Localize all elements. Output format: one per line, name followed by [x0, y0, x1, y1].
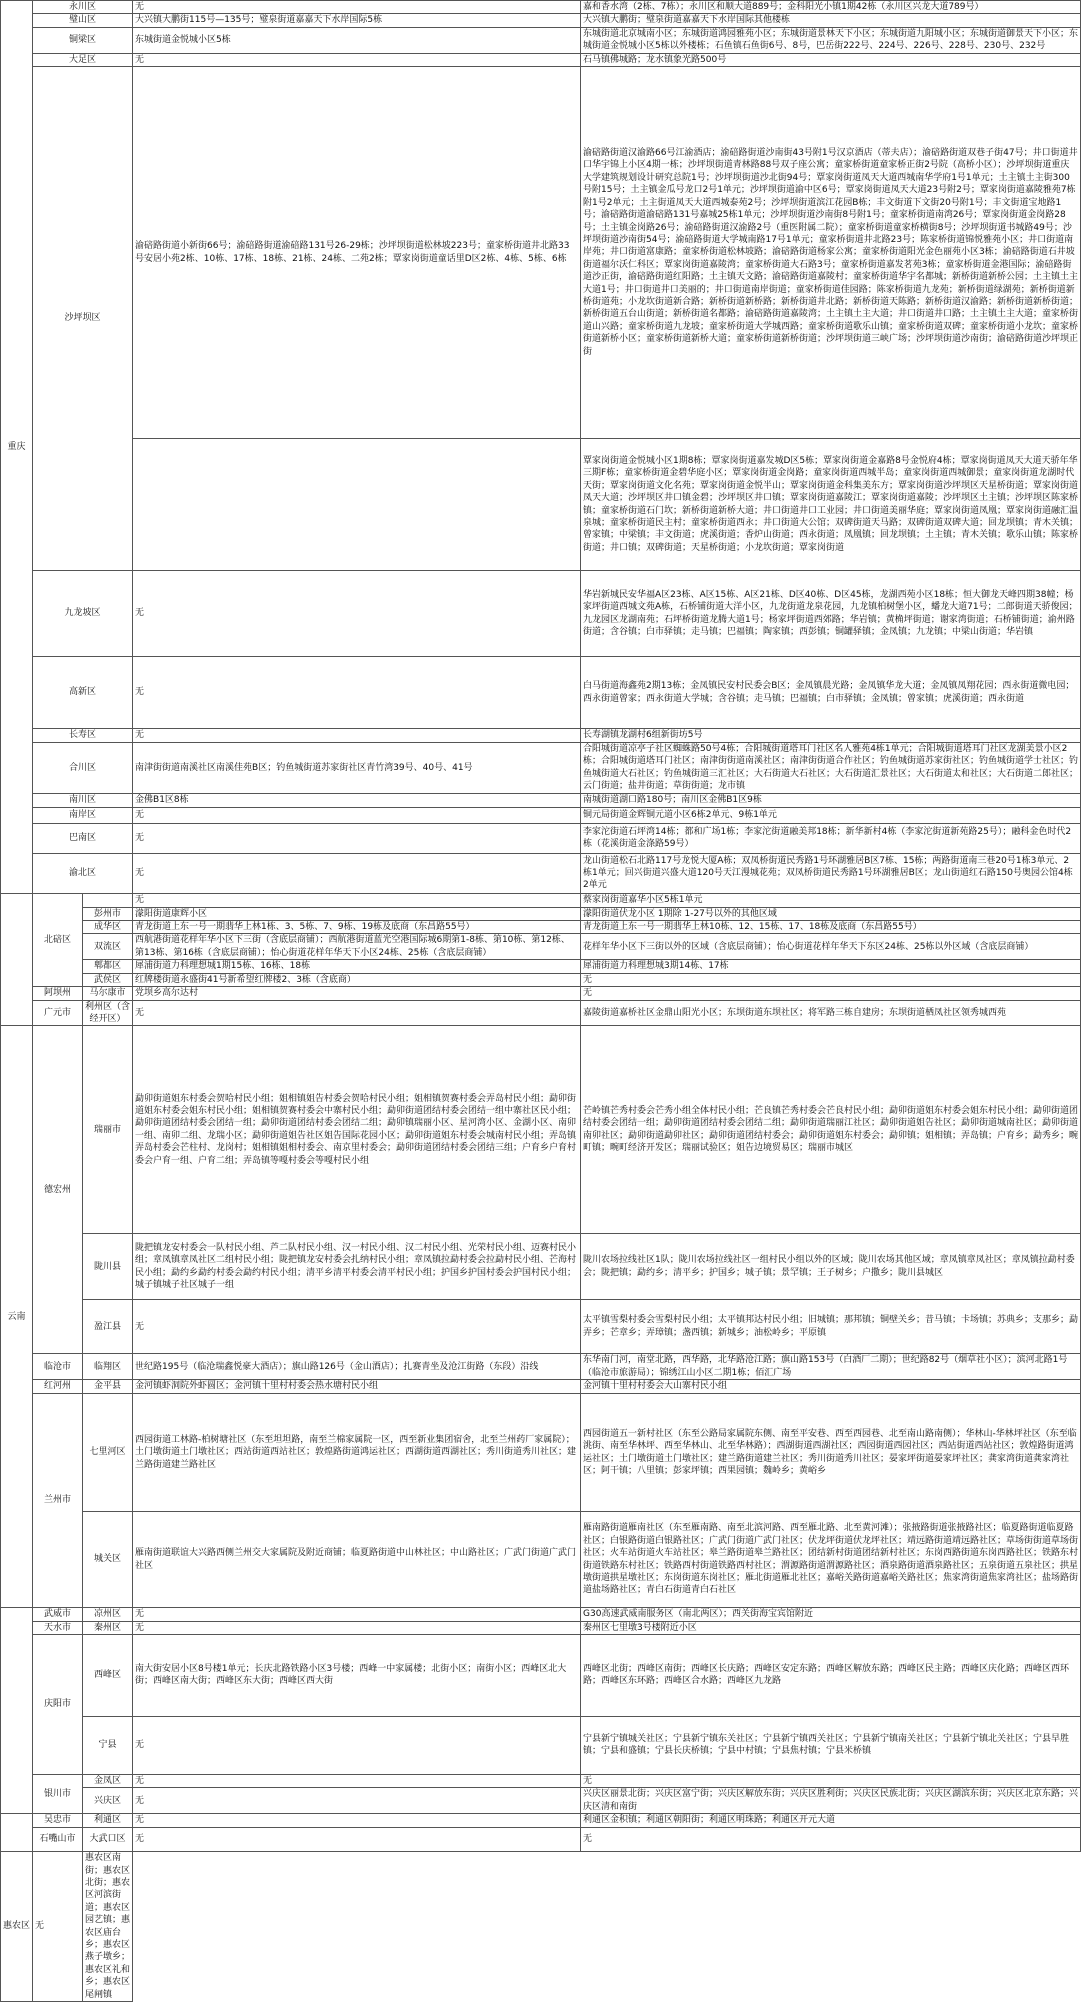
table-row [1, 67, 1081, 439]
low-risk-cell: 陇川农场拉线社区1队；陇川农场拉线社区一组村民小组以外的区域；陇川农场其他区域；章凤镇章凤社区；章凤镇拉勐村委会；陇把镇；勐约乡；清平乡；护国乡；城子镇；景罕镇；王子树乡；户撒乡；陇川县城区 [581, 1234, 1081, 1300]
county-cell: 瑞丽市 [83, 1026, 133, 1234]
medium-risk-cell: 西园街道工林路-柏树塘社区（东至坦坦路，南至兰棉家属院一区，西至新业集团宿舍，北至兰州药厂家属院）；土门墩街道土门墩社区；西站街道西站社区；敦煌路街道鸿运社区；西湖街道西湖社区；秀川街道秀川社区；建兰路街道建兰路社区 [133, 1394, 581, 1512]
medium-risk-cell: 无 [133, 1, 581, 14]
medium-risk-cell: 南大街安居小区8号楼1单元；长庆北路铁路小区3号楼；西峰一中家属楼；北街小区；南街小区；西峰区北大街；西峰区南大街；西峰区东大街；西峰区西大街 [133, 1634, 581, 1716]
city-district-cell: 巴南区 [33, 823, 133, 853]
table-row [1, 729, 1081, 743]
medium-risk-cell: 渝碚路街道小新街66号；渝碚路街道渝碚路131号26-29栋；沙坪坝街道松林坡223号；童家桥街道井北路33号安居小苑2栋、10栋、17栋、18栋、21栋、24栋、二苑2栋；覃家岗街道童话里D区2栋、4栋、5栋、6栋 [133, 67, 581, 439]
low-risk-cell: 犀浦街道力科理想城3期14栋、17栋 [581, 960, 1081, 973]
low-risk-cell: 太平镇雪梨村委会雪梨村民小组；太平镇邦达村民小组；旧城镇；那邦镇；铜壁关乡；昔马镇；卡场镇；苏典乡；支那乡；勐弄乡；芒章乡；弄璋镇；盏西镇；新城乡；油松岭乡；平原镇 [581, 1300, 1081, 1354]
low-risk-cell: 惠农区南街；惠农区北街；惠农区河滨街道；惠农区园艺镇；惠农区庙台乡；惠农区燕子墩乡；惠农区礼和乡；惠农区尾闸镇 [83, 1852, 133, 2002]
table-row [1, 14, 1081, 27]
low-risk-cell: 铜元局街道金辉铜元道小区6栋2单元、9栋1单元 [581, 807, 1081, 823]
county-cell: 西峰区 [83, 1634, 133, 1716]
medium-risk-cell: 濛阳街道康辉小区 [133, 907, 581, 920]
low-risk-cell: 长寿湖镇龙湖村6组新街坊5号 [581, 729, 1081, 743]
city-district-cell: 渝北区 [33, 853, 133, 893]
table-row [1, 439, 1081, 571]
medium-risk-cell: 无 [33, 1852, 83, 2002]
county-cell: 惠农区 [1, 1852, 33, 2002]
county-cell: 城关区 [83, 1512, 133, 1608]
low-risk-cell: 青龙街道上东一号一期翡华上林10栋、12、15栋、17、18栋及底商（东昌路55号） [581, 921, 1081, 934]
medium-risk-cell: 西航港街道花样年华小区下三街（含底层商铺）；西航港街道蓝光空港国际城6期第1-8栋、第10栋、第12栋、第13栋、第16栋（含底层商铺）；怡心街道花样年华天下小区24栋、25栋（含底层商铺） [133, 934, 581, 960]
province-cell [1, 1814, 33, 1852]
medium-risk-cell: 雁南街道联谊大兴路西侧兰州交大家属院及附近商铺；临夏路街道中山林社区；中山路社区；广武门街道广武门社区 [133, 1512, 581, 1608]
medium-risk-cell: 无 [133, 1828, 581, 1852]
low-risk-cell: 无 [581, 987, 1081, 1000]
low-risk-cell: 覃家岗街道金悦城小区1期8栋；覃家岗街道嘉发城D区5栋；覃家岗街道金嘉路8号金悦府4栋；覃家岗街道凤天大道天骄年华三期F栋；童家桥街道金碧华庭小区；覃家岗街道金岗路；童家岗街道西城半岛；童家岗街道西城御景；童家岗街道龙湖时代天街；覃家岗街道文化名苑；覃家岗街道金悦半山；覃家岗街道金科集美东方；覃家岗街道沙坪坝区天星桥街道；覃家岗街道凤天大道；沙坪坝区井口镇金碧；沙坪坝区井口镇；覃家岗街道嘉陵江；覃家岗街道嘉陵；沙坪坝区土主镇；沙坪坝区陈家桥镇；童家桥街道石门坎；新桥街道新桥大道；井口街道井口工业园；井口街道美丽华庭；覃家岗街道凤凰；覃家岗街道融汇温泉城；童家桥街道民主村；童家桥街道西永；井口街道大公馆；双碑街道天马路；双碑街道双碑大道；回龙坝镇；青木关镇；曾家镇；中梁镇；丰文街道；虎溪街道；香炉山街道；西永街道；凤凰镇；回龙坝镇；土主镇；青木关镇；歌乐山镇；陈家桥街道；井口镇；双碑街道；天星桥街道；小龙坎街道；覃家岗街道 [581, 439, 1081, 571]
city-district-cell: 广元市 [33, 1000, 83, 1026]
city-district-cell: 高新区 [33, 657, 133, 729]
low-risk-cell: 雁南路街道雁南社区（东至雁南路、南至北滨河路、西至雁北路、北至黄河滩）；张掖路街道张掖路社区；临夏路街道临夏路社区；白银路街道白银路社区；广武门街道广武门社区；伏龙坪街道伏龙坪社区；靖远路街道靖远路社区；草场街街道草场街社区；火车站街道火车站社区；皋兰路街道皋兰路社区；团结新村街道团结新村社区；东岗西路街道东岗西路社区；铁路东村街道铁路东村社区；铁路西村街道铁路西村社区；渭源路街道渭源路社区；酒泉路街道酒泉路社区；五泉街道五泉社区；拱星墩街道拱星墩社区；东岗街道东岗社区；雁北街道雁北社区；嘉峪关路街道嘉峪关路社区；焦家湾街道焦家湾社区；盐场路街道盐场路社区；青白石街道青白石社区 [581, 1512, 1081, 1608]
low-risk-cell: 白马街道海鑫苑2期13栋；金凤镇民安村民委会B区；金凤镇晨光路；金凤镇华龙大道；金凤镇凤翔花园；西永街道微电园；西永街道曾家；西永街道大学城；含谷镇；走马镇；巴福镇；白市驿镇；金凤镇；曾家镇；虎溪街道；西永街道 [581, 657, 1081, 729]
medium-risk-cell: 南津街街道南溪社区南溪佳苑B区；钓鱼城街道苏家街社区青竹湾39号、40号、41号 [133, 743, 581, 794]
low-risk-cell: 蔡家岗街道嘉华小区5栋1单元 [581, 893, 1081, 907]
low-risk-cell: 嘉陵街道嘉桥社区金鼎山阳光小区；东坝街道东坝社区；将军路三栋自建房；东坝街道栖凤社区领秀城西苑 [581, 1000, 1081, 1026]
low-risk-cell: 嘉和香水湾（2栋、7栋）；永川区和顺大道889号；金科阳光小镇1期42栋（永川区兴龙大道789号） [581, 1, 1081, 14]
table-row [1, 53, 1081, 66]
table-row [1, 1774, 1081, 1787]
table-row [1, 1621, 1081, 1634]
low-risk-cell: 龙山街道松石北路117号龙悦大厦A栋；双凤桥街道民秀路1号环湖雅居B区7栋、15栋；两路街道南三巷20号1栋3单元、2栋1单元；回兴街道兴盛大道120号天江漫城花苑；双凤桥街道民秀路1号环湖雅居B区；龙山街道红石路150号奥园公馆4栋2单元 [581, 853, 1081, 893]
county-cell: 金平县 [83, 1380, 133, 1394]
city-district-cell: 红河州 [33, 1380, 83, 1394]
low-risk-cell: 利通区金积镇；利通区朝阳街；利通区明珠路；利通区开元大道 [581, 1814, 1081, 1828]
table-row [1, 27, 1081, 53]
county-cell: 兴庆区 [83, 1788, 133, 1814]
city-district-cell: 南岸区 [33, 807, 133, 823]
county-cell: 陇川县 [83, 1234, 133, 1300]
county-cell: 双流区 [83, 934, 133, 960]
table-row [1, 823, 1081, 853]
low-risk-cell: 合阳城街道凉亭子社区蜘蛛路50号4栋；合阳城街道塔耳门社区名人雅苑4栋1单元；合阳城街道塔耳门社区龙湖美景小区2栋；合阳城街道塔耳门社区；南津街街道南溪社区；南津街街道合作社区；钓鱼城街道苏家街社区；钓鱼城街道学士社区；钓鱼城街道大石社区；钓鱼城街道三汇社区；大石街道大石社区；大石街道汇景社区；大石街道太和社区；大石街道二郎社区；云门街道；盐井街道；草街街道；龙市镇 [581, 743, 1081, 794]
table-row [1, 657, 1081, 729]
medium-risk-cell: 犀浦街道力科理想城1期15栋、16栋、18栋 [133, 960, 581, 973]
medium-risk-cell: 无 [133, 1788, 581, 1814]
low-risk-cell: 西峰区北街；西峰区南街；西峰区长庆路；西峰区安定东路；西峰区解放东路；西峰区民主路；西峰区庆化路；西峰区西环路；西峰区东环路；西峰区合水路；西峰区九龙路 [581, 1634, 1081, 1716]
table-row [1, 1000, 1081, 1026]
county-cell: 马尔康市 [83, 987, 133, 1000]
county-cell: 成华区 [83, 921, 133, 934]
medium-risk-cell: 世纪路195号（临沧瑞鑫悦豪大酒店）；旗山路126号（金山酒店）；扎赛青坐及沧江街路（东段）沿线 [133, 1354, 581, 1380]
low-risk-cell: 无 [581, 1774, 1081, 1787]
table-row [1, 1852, 1081, 2002]
medium-risk-cell: 无 [133, 729, 581, 743]
medium-risk-cell: 无 [133, 1608, 581, 1621]
table-row [1, 1512, 1081, 1608]
table-row [1, 1380, 1081, 1394]
county-cell [83, 893, 133, 907]
county-cell: 武侯区 [83, 973, 133, 986]
table-row [1, 1716, 1081, 1774]
province-cell [1, 1608, 33, 1814]
low-risk-cell: 西园街道五一新村社区（东至公路局家属院东侧、南至平安巷、西至西园巷、北至南山路南侧）；华林山-华林坪社区（东至临洮街、南至华林坪、西至华林山、北至华林路）；西湖街道西湖社区；西园街道西园社区；西站街道西站社区；敦煌路街道鸿运社区；土门墩街道土门墩社区；建兰路街道建兰社区；秀川街道秀川社区；晏家坪街道晏家坪社区；龚家湾街道龚家湾社区；阿干镇；八里镇；彭家坪镇；西果园镇；魏岭乡；黄峪乡 [581, 1394, 1081, 1512]
low-risk-cell: 东城街道北京城南小区；东城街道鸿园雅苑小区；东城街道景林天下小区；东城街道九阳城小区；东城街道御景天下小区；东城街道金悦城小区5栋以外楼栋；石鱼镇石鱼街6号、8号，巴岳街222号、224号、226号、228号、230号、232号 [581, 27, 1081, 53]
low-risk-cell: 宁县新宁镇城关社区；宁县新宁镇东关社区；宁县新宁镇西关社区；宁县新宁镇南关社区；宁县新宁镇北关社区；宁县早胜镇；宁县和盛镇；宁县长庆桥镇；宁县中村镇；宁县焦村镇；宁县米桥镇 [581, 1716, 1081, 1774]
city-district-cell: 武威市 [33, 1608, 83, 1621]
county-cell: 秦州区 [83, 1621, 133, 1634]
city-district-cell: 银川市 [33, 1774, 83, 1813]
low-risk-cell: 东华南门河，南堂北路，西华路，北华路沧江路；旗山路153号（白酒厂二期）；世纪路82号（烟草社小区）；滨河北路1号（临沧市旅游局）；锦绣江山小区二期1栋；佰汇广场 [581, 1354, 1081, 1380]
city-district-cell: 九龙坡区 [33, 571, 133, 657]
medium-risk-cell: 党坝乡高尔达村 [133, 987, 581, 1000]
table-row [1, 1026, 1081, 1234]
medium-risk-cell: 无 [133, 1300, 581, 1354]
medium-risk-cell: 东城街道金悦城小区5栋 [133, 27, 581, 53]
medium-risk-cell: 无 [133, 1621, 581, 1634]
city-district-cell: 南川区 [33, 793, 133, 807]
table-row [1, 793, 1081, 807]
county-cell: 金凤区 [83, 1774, 133, 1787]
low-risk-cell: 李家沱街道石坪湾14栋；都和广场1栋；李家沱街道融美邦18栋；新华新村4栋（李家沱街道新苑路25号）；融科金色时代2栋（花溪街道金涤路59号） [581, 823, 1081, 853]
city-district-cell: 天水市 [33, 1621, 83, 1634]
table-row [1, 1814, 1081, 1828]
low-risk-cell: 花样年华小区下三街以外的区域（含底层商铺）；怡心街道花样年华天下东区24栋、25栋以外区域（含底层商铺） [581, 934, 1081, 960]
table-row [1, 1, 1081, 14]
county-cell: 盈江县 [83, 1300, 133, 1354]
medium-risk-cell: 红牌楼街道永盛街41号新希望红牌楼2、3栋（含底商） [133, 973, 581, 986]
city-district-cell: 兰州市 [33, 1394, 83, 1608]
county-cell: 七里河区 [83, 1394, 133, 1512]
city-district-cell: 德宏州 [33, 1026, 83, 1354]
table-row [1, 1394, 1081, 1512]
medium-risk-cell: 金河镇虾洞院外虾圆区；金河镇十里村村委会热水塘村民小组 [133, 1380, 581, 1394]
low-risk-cell: 华岩新城民安华福A区23栋、A区15栋、A区21栋、D区40栋、D区45栋，龙湖西苑小区18栋；恒大御龙天峰四期38幢；杨家坪街道西城文苑A栋，石桥铺街道大洋小区，九龙街道龙泉花园，九龙镇柏树堡小区，蟠龙大道71号；二郎街道天骄俊园；九龙园区龙湖南苑；石坪桥街道龙腾大道1号；杨家坪街道西郊路；华岩镇；黄桷坪街道；谢家湾街道；石桥铺街道；渝州路街道；含谷镇；白市驿镇；走马镇；巴福镇；陶家镇；西彭镇；铜罐驿镇；金凤镇；九龙镇；中梁山街道；华岩镇 [581, 571, 1081, 657]
table-row [1, 1788, 1081, 1814]
medium-risk-cell: 大兴镇大鹏街115号—135号；璧泉街道嘉嘉天下水岸国际5栋 [133, 14, 581, 27]
low-risk-cell: 大兴镇大鹏街；璧泉街道嘉嘉天下水岸国际其他楼栋 [581, 14, 1081, 27]
table-row [1, 987, 1081, 1000]
table-row [1, 1634, 1081, 1716]
medium-risk-cell: 金佛B1区8栋 [133, 793, 581, 807]
table-row [1, 1354, 1081, 1380]
low-risk-cell: 濛阳街道伏龙小区 1期除 1-27号以外的其他区域 [581, 907, 1081, 920]
low-risk-cell: 石马镇佛城路；龙水镇象光路500号 [581, 53, 1081, 66]
medium-risk-cell: 无 [133, 571, 581, 657]
table-row [1, 1828, 1081, 1852]
county-cell: 彭州市 [83, 907, 133, 920]
county-cell: 凉州区 [83, 1608, 133, 1621]
low-risk-cell: 无 [581, 1828, 1081, 1852]
city-district-cell: 北碚区 [33, 893, 83, 986]
medium-risk-cell: 勐卯街道姐东村委会贺哈村民小组；姐相镇姐告村委会贺哈村民小组；姐相镇贺赛村委会弄岛村民小组；勐卯街道姐东村委会姐东村民小组；姐相镇贺赛村委会中寨村民小组；勐卯街道团结村委会团结一组中寨社区民小组；勐卯街道团结村委会团结一组；勐卯街道团结村委会团结二组；勐卯镇瑞丽小区、星河湾小区、金湖小区、南卯一组、南卯二组、龙瑞小区；勐卯街道姐告社区姐告国际花园小区；勐卯街道姐东村委会城南村民小组；弄岛镇弄岛村委会芒柱村、龙岗村；姐相镇姐相村委会、南京里村委会；勐卯街道团结村委会团结三组；户育乡户育村委会户育一组、户育二组；弄岛镇等嘎村委会等嘎村民小组 [133, 1026, 581, 1234]
county-cell: 宁县 [83, 1716, 133, 1774]
low-risk-cell: 南城街道湖口路180号；南川区金佛B1区9栋 [581, 793, 1081, 807]
county-cell: 利州区（含经开区） [83, 1000, 133, 1026]
low-risk-cell: 秦州区七里墩3号楼附近小区 [581, 1621, 1081, 1634]
low-risk-cell: 兴庆区丽景北街；兴庆区富宁街；兴庆区解放东街；兴庆区胜利街；兴庆区民族北街；兴庆区湖滨东街；兴庆区北京东路；兴庆区清和南街 [581, 1788, 1081, 1814]
medium-risk-cell: 青龙街道上东一号一期翡华上林1栋、3、5栋、7、9栋、19栋及底商（东昌路55号） [133, 921, 581, 934]
city-district-cell: 沙坪坝区 [33, 67, 133, 571]
city-district-cell: 石嘴山市 [33, 1828, 83, 1852]
table-row [1, 807, 1081, 823]
county-cell: 大武口区 [83, 1828, 133, 1852]
medium-risk-cell: 陇把镇龙安村委会一队村民小组、芦二队村民小组、汉一村民小组、汉二村民小组、光荣村民小组、迈赛村民小组；章凤镇章凤社区二组村民小组；陇把镇龙安村委会扎纳村民小组；章凤镇拉勐村委会拉勐村民小组、芒海村民小组；勐约乡勐约村委会勐约村民小组；清平乡清平村委会清平村民小组；护国乡护国村委会护国村民小组；城子镇城子社区城子一组 [133, 1234, 581, 1300]
medium-risk-cell: 无 [133, 853, 581, 893]
table-row [1, 934, 1081, 960]
table-row [1, 921, 1081, 934]
city-district-cell: 大足区 [33, 53, 133, 66]
low-risk-cell: G30高速武威南服务区（南北两区）；西关街海宝宾馆附近 [581, 1608, 1081, 1621]
table-row [1, 907, 1081, 920]
city-district-cell: 铜梁区 [33, 27, 133, 53]
province-cell: 云南 [1, 1026, 33, 1608]
city-district-cell: 吴忠市 [33, 1814, 83, 1828]
medium-risk-cell: 无 [133, 893, 581, 907]
city-district-cell: 庆阳市 [33, 1634, 83, 1774]
table-row [1, 853, 1081, 893]
medium-risk-cell: 无 [133, 1774, 581, 1787]
city-district-cell: 璧山区 [33, 14, 133, 27]
table-row [1, 571, 1081, 657]
table-row [1, 1300, 1081, 1354]
medium-risk-cell: 无 [133, 53, 581, 66]
table-row [1, 1234, 1081, 1300]
low-risk-cell: 金河镇十里村村委会大山寨村民小组 [581, 1380, 1081, 1394]
province-cell [1, 893, 33, 1026]
city-district-cell: 合川区 [33, 743, 133, 794]
table-row [1, 960, 1081, 973]
county-cell: 利通区 [83, 1814, 133, 1828]
table-row [1, 973, 1081, 986]
low-risk-cell: 无 [581, 973, 1081, 986]
city-district-cell: 临沧市 [33, 1354, 83, 1380]
table-row [1, 1608, 1081, 1621]
medium-risk-cell: 无 [133, 1814, 581, 1828]
province-cell: 重庆 [1, 1, 33, 894]
low-risk-cell: 芒岭镇芒秀村委会芒秀小组全体村民小组；芒良镇芒秀村委会芒良村民小组；勐卯街道姐东村委会姐东村民小组；勐卯街道团结村委会团结一组；勐卯街道团结村委会团结二组；勐卯街道瑞丽江社区；勐卯街道姐告社区；勐卯街道城南社区；勐卯街道南卯社区；勐卯街道勐卯社区；勐卯街道团结村委会；勐卯街道姐东村委会；勐卯镇；姐相镇；弄岛镇；户育乡；勐秀乡；畹町镇；畹町经济开发区；瑞丽试验区；姐告边境贸易区；瑞丽市城区 [581, 1026, 1081, 1234]
medium-risk-cell: 无 [133, 807, 581, 823]
county-cell: 郫都区 [83, 960, 133, 973]
city-district-cell: 阿坝州 [33, 987, 83, 1000]
medium-risk-cell: 无 [133, 1716, 581, 1774]
table-row [1, 743, 1081, 794]
city-district-cell: 永川区 [33, 1, 133, 14]
city-district-cell: 长寿区 [33, 729, 133, 743]
medium-risk-cell: 无 [133, 657, 581, 729]
table-row [1, 893, 1081, 907]
medium-risk-cell [133, 439, 581, 571]
medium-risk-cell: 无 [133, 1000, 581, 1026]
low-risk-cell: 渝碚路街道汉渝路66号江渝酒店；渝碚路街道沙南街43号附1号汉京酒店（蒂夫店）；渝碚路街道双巷子街47号；井口街道井口华宇锦上小区4期一栋；沙坪坝街道青林路88号双子座公寓；童家桥街道童家桥正街2号院（高桥小区）；沙坪坝街道重庆大学建筑规划设计研究总院1号；沙坪坝街道沙北街94号；覃家岗街道凤天大道西城南华学府1号1单元；土主镇土主街300号附15号；土主镇金瓜号龙口2号1单元；沙坪坝街道渝中区6号；覃家岗街道凤天大道23号附2号；覃家岗街道嘉陵雅苑7栋附1号2单元；土主街道凤天大道西城泰苑2号；沙坪坝街道滨江花园B栋；丰文街道下文街20号附1号；丰文街道宝地路1号；渝碚路街道渝碚路131号嘉城25栋1单元；沙坪坝街道沙南街8号附1号；童家桥街道南湾26号；覃家岗街道金岗路28号；土主镇金岗路26号；渝碚路街道汉渝路2号（重医附属二院）；童家桥街道童家桥横街8号；沙坪坝街道书城路49号；沙坪坝街道沙南街54号；渝碚路街道大学城南路17号1单元；童家桥街道井北路23号；陈家桥街道锦悦雅苑小区；井口街道南岸苑；井口街道富康路；童家桥街道松林坡路；渝碚路街道杨家公寓；童家桥街道阳光金色丽苑小区3栋；渝碚路街道石井坡街道福尔沃仁科区；覃家岗街道嘉陵湾；童家桥街道大石路3号；童家桥街道嘉发茗苑3栋；童家桥街道金港国际；渝碚路街道沙正街，渝碚路街道红阳路；土主镇天文路；渝碚路街道嘉陵村；童家桥街道华宇名都城；新桥街道新桥公园；土主镇土主大道1号；井口街道井口美丽的；井口街道南岸街道；童家桥街道佳园路；陈家桥街道九龙苑；新桥街道绿湖苑；新桥街道新桥街道苑；小龙坎街道新合路；新桥街道新桥路；新桥街道井北路；新桥街道天陈路；新桥街道汉渝路；新桥街道新桥街道；新桥街道五台山街道；新桥街道名都路；渝碚路街道嘉陵湾；土主镇土主大道；井口街道井口路；土主镇土主大道；童家桥街道山兴路；童家桥街道九龙坡；童家桥街道大学城西路；童家桥街道歌乐山镇；童家桥街道双碑；童家桥街道小龙坎；童家桥街道新桥小区；童家桥街道新桥大道；童家桥街道新桥街道；沙坪坝街道三峡广场；沙坪坝街道沙南街；渝碚路街道沙坪坝正街 [581, 67, 1081, 439]
medium-risk-cell: 无 [133, 823, 581, 853]
county-cell: 临翔区 [83, 1354, 133, 1380]
